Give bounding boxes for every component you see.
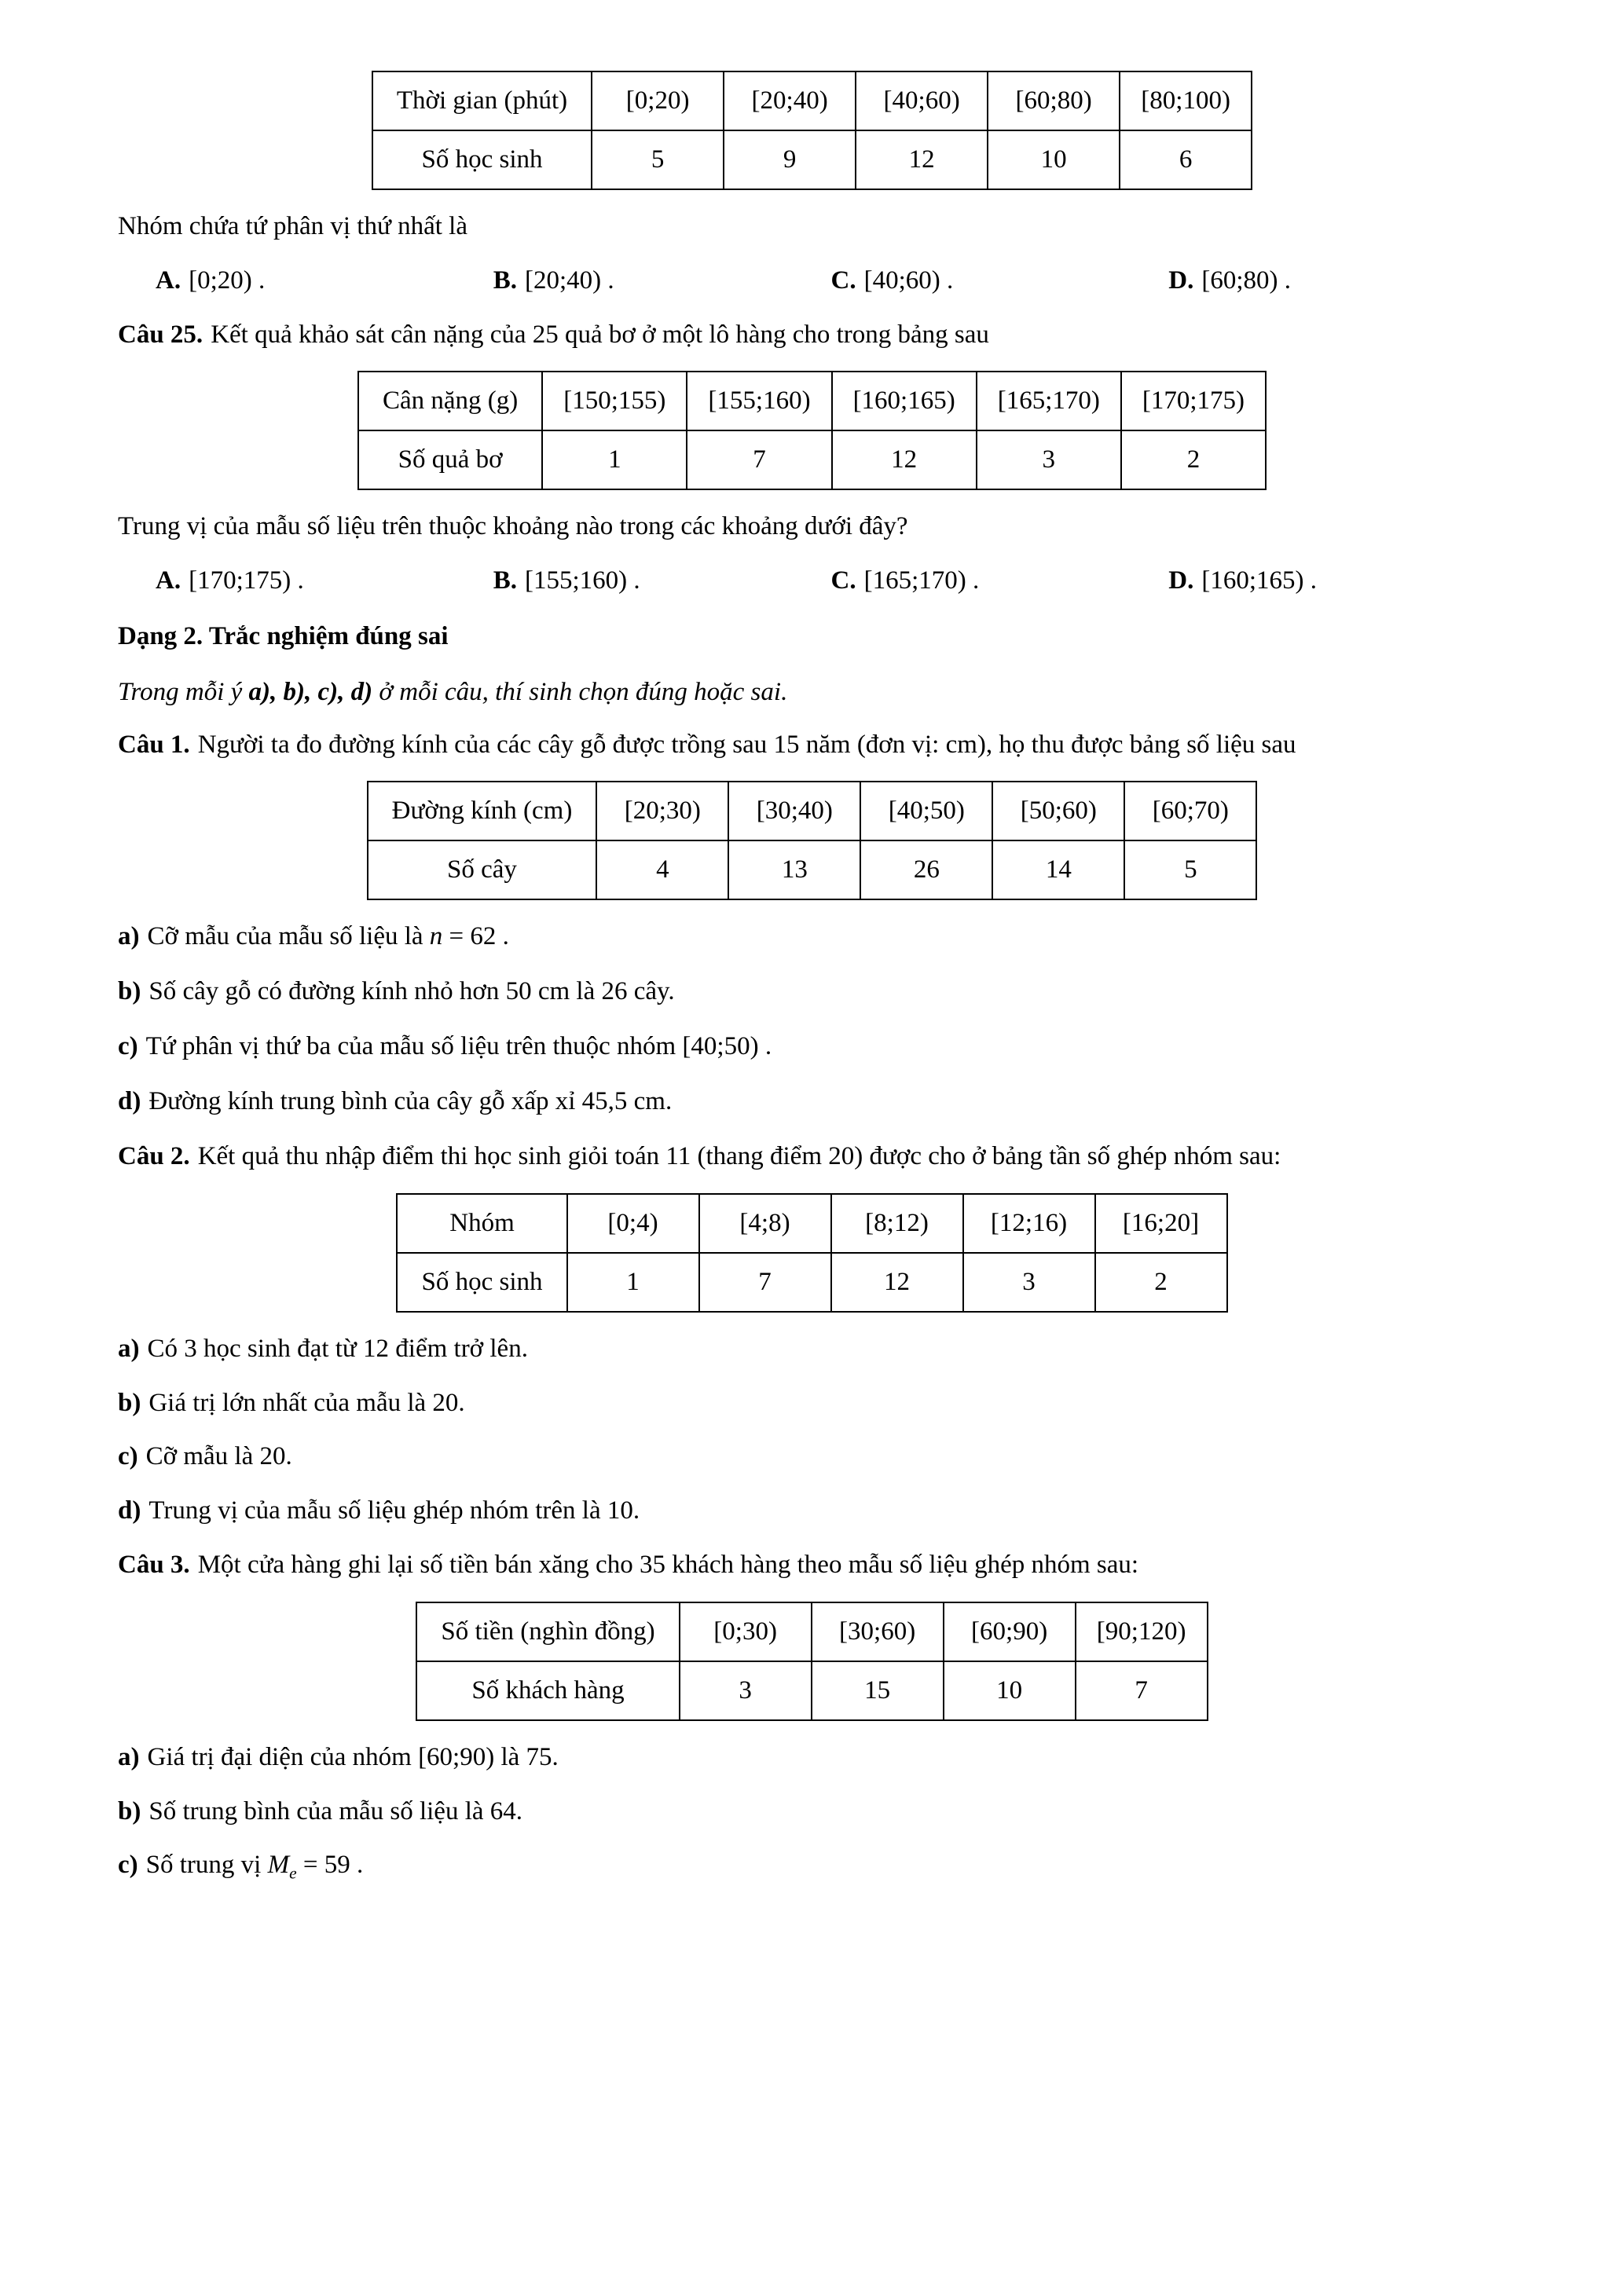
table-cell: 6 <box>1120 130 1252 189</box>
option-d <box>1168 260 1506 302</box>
note-bold: a), b), c), d) <box>248 677 373 706</box>
option-text: [155;160) . <box>525 566 640 595</box>
table-row <box>368 782 1257 840</box>
math-variable: n <box>429 922 443 951</box>
item-label: a) <box>118 1742 140 1771</box>
question-label: Câu 3. <box>118 1550 190 1579</box>
statement-item-c <box>118 1844 1506 1887</box>
item-label: d) <box>118 1087 141 1116</box>
item-text: Số cây gỗ có đường kính nhỏ hơn 50 cm là 26 cây. <box>148 977 675 1006</box>
table-cell: [12;16) <box>963 1194 1095 1253</box>
question-25-intro <box>118 314 1506 356</box>
table-cell: Số khách hàng <box>416 1661 679 1720</box>
item-label: b) <box>118 1388 141 1417</box>
math-variable: M <box>267 1851 290 1880</box>
table-row <box>358 430 1266 489</box>
statement-item-c <box>118 1436 1506 1478</box>
item-text: Cỡ mẫu là 20. <box>145 1442 292 1471</box>
table-cell: 10 <box>988 130 1120 189</box>
statement-item-d <box>118 1081 1506 1123</box>
table-cell: [150;155) <box>542 372 687 430</box>
section-note <box>118 672 1506 713</box>
table-cell: Số học sinh <box>372 130 592 189</box>
table-cell: 7 <box>699 1253 831 1312</box>
table-cell: 5 <box>1124 840 1256 899</box>
table-cell: Số tiền (nghìn đồng) <box>416 1602 679 1661</box>
table-cell: [40;60) <box>856 71 988 130</box>
option-d <box>1168 560 1506 602</box>
table-cell: [0;30) <box>680 1602 812 1661</box>
table-cell: 5 <box>592 130 724 189</box>
item-text-post: = 59 . <box>296 1851 364 1880</box>
note-pre: Trong mỗi ý <box>118 677 249 706</box>
frequency-table-weight <box>357 371 1267 490</box>
table-cell: 15 <box>812 1661 944 1720</box>
option-text: [0;20) . <box>189 265 266 295</box>
table-cell: 7 <box>687 430 831 489</box>
table-cell: [8;12) <box>831 1194 963 1253</box>
table-cell: Nhóm <box>397 1194 566 1253</box>
table-cell: 3 <box>977 430 1121 489</box>
question-3-intro <box>118 1544 1506 1586</box>
option-letter: C. <box>830 566 856 595</box>
option-letter: A. <box>156 566 181 595</box>
table-cell: 12 <box>831 1253 963 1312</box>
statement-item-d <box>118 1490 1506 1532</box>
statement-item-c <box>118 1026 1506 1068</box>
table-cell: 7 <box>1076 1661 1208 1720</box>
table-cell: 1 <box>542 430 687 489</box>
table-cell: [60;80) <box>988 71 1120 130</box>
table-cell: [80;100) <box>1120 71 1252 130</box>
option-text: [20;40) . <box>525 265 614 295</box>
question-intro-text: Kết quả thu nhập điểm thi học sinh giỏi toán 11 (thang điểm 20) được cho ở bảng tần số ghép nhóm sau: <box>197 1142 1281 1170</box>
option-letter: D. <box>1168 265 1194 295</box>
item-label: c) <box>118 1442 138 1471</box>
table-cell: Số cây <box>368 840 597 899</box>
item-text: Giá trị lớn nhất của mẫu là 20. <box>148 1388 465 1417</box>
item-text: Có 3 học sinh đạt từ 12 điểm trở lên. <box>147 1334 528 1363</box>
option-a <box>156 560 493 602</box>
table-cell: Cân nặng (g) <box>358 372 542 430</box>
table-cell: [4;8) <box>699 1194 831 1253</box>
table-cell: 12 <box>832 430 977 489</box>
option-text: [60;80) . <box>1201 265 1291 295</box>
table-row <box>416 1602 1207 1661</box>
option-text: [160;165) . <box>1201 566 1317 595</box>
item-label: c) <box>118 1851 138 1880</box>
option-b <box>493 260 831 302</box>
table-cell: 2 <box>1095 1253 1227 1312</box>
table-cell: [20;40) <box>724 71 856 130</box>
statement-item-a <box>118 1328 1506 1370</box>
statement-item-a <box>118 916 1506 958</box>
statement-item-a <box>118 1737 1506 1778</box>
table-row <box>372 130 1252 189</box>
item-label: b) <box>118 1796 141 1825</box>
item-label: c) <box>118 1032 138 1061</box>
table-row <box>368 840 1257 899</box>
item-text: Số trung vị <box>145 1851 268 1880</box>
question-intro-text: Một cửa hàng ghi lại số tiền bán xăng cho 35 khách hàng theo mẫu số liệu ghép nhóm sau: <box>197 1550 1139 1579</box>
question-label: Câu 25. <box>118 320 203 349</box>
option-letter: A. <box>156 265 181 295</box>
question-label: Câu 1. <box>118 730 190 759</box>
table-cell: [90;120) <box>1076 1602 1208 1661</box>
question-24-options <box>118 260 1506 302</box>
table-cell: [0;4) <box>567 1194 699 1253</box>
option-text: [170;175) . <box>189 566 304 595</box>
item-label: d) <box>118 1496 141 1525</box>
table-cell: 1 <box>567 1253 699 1312</box>
table-cell: 3 <box>680 1661 812 1720</box>
table-cell: 14 <box>992 840 1124 899</box>
question-2-intro <box>118 1136 1506 1177</box>
table-cell: 13 <box>728 840 860 899</box>
question-24-text: Nhóm chứa tứ phân vị thứ nhất là <box>118 212 467 240</box>
item-text: Số trung bình của mẫu số liệu là 64. <box>148 1796 523 1825</box>
question-25-options <box>118 560 1506 602</box>
table-cell: [170;175) <box>1121 372 1266 430</box>
statement-item-b <box>118 971 1506 1013</box>
option-letter: B. <box>493 265 518 295</box>
item-text: Trung vị của mẫu số liệu ghép nhóm trên là 10. <box>148 1496 640 1525</box>
option-c <box>831 560 1169 602</box>
table-cell: Thời gian (phút) <box>372 71 592 130</box>
option-letter: C. <box>830 265 856 295</box>
statement-item-b <box>118 1791 1506 1833</box>
table-cell: [165;170) <box>977 372 1121 430</box>
table-cell: 4 <box>596 840 728 899</box>
option-letter: D. <box>1168 566 1194 595</box>
table-cell: 2 <box>1121 430 1266 489</box>
question-label: Câu 2. <box>118 1142 190 1170</box>
item-label: a) <box>118 922 140 951</box>
table-cell: [60;70) <box>1124 782 1256 840</box>
question-intro-text: Kết quả khảo sát cân nặng của 25 quả bơ ở một lô hàng cho trong bảng sau <box>211 320 989 349</box>
question-intro-text: Người ta đo đường kính của các cây gỗ được trồng sau 15 năm (đơn vị: cm), họ thu được bảng số liệu sau <box>197 730 1296 759</box>
table-cell: [160;165) <box>832 372 977 430</box>
table-cell: [0;20) <box>592 71 724 130</box>
frequency-table-time <box>372 71 1252 190</box>
item-text-post: = 62 . <box>442 922 509 951</box>
table-row <box>416 1661 1207 1720</box>
table-cell: Số học sinh <box>397 1253 566 1312</box>
option-c <box>831 260 1169 302</box>
math-subscript: e <box>289 1863 297 1883</box>
table-cell: [30;60) <box>812 1602 944 1661</box>
table-cell: [20;30) <box>596 782 728 840</box>
table-cell: [30;40) <box>728 782 860 840</box>
table-cell: 26 <box>860 840 992 899</box>
table-cell: [50;60) <box>992 782 1124 840</box>
question-25-text: Trung vị của mẫu số liệu trên thuộc khoảng nào trong các khoảng dưới đây? <box>118 512 908 541</box>
item-text: Tứ phân vị thứ ba của mẫu số liệu trên thuộc nhóm [40;50) . <box>145 1032 772 1061</box>
statement-item-b <box>118 1382 1506 1424</box>
table-cell: [16;20] <box>1095 1194 1227 1253</box>
item-label: b) <box>118 977 141 1006</box>
table-row <box>397 1194 1226 1253</box>
note-post: ở mỗi câu, thí sinh chọn đúng hoặc sai. <box>372 677 788 706</box>
item-text: Đường kính trung bình của cây gỗ xấp xỉ 45,5 cm. <box>148 1087 673 1116</box>
option-text: [40;60) . <box>863 265 954 295</box>
item-text: Giá trị đại diện của nhóm [60;90) là 75. <box>147 1742 559 1771</box>
item-label: a) <box>118 1334 140 1363</box>
table-cell: Đường kính (cm) <box>368 782 597 840</box>
frequency-table-diameter <box>367 781 1258 900</box>
item-text: Cỡ mẫu của mẫu số liệu là <box>147 922 430 951</box>
frequency-table-scores <box>396 1193 1227 1313</box>
table-cell: 3 <box>963 1253 1095 1312</box>
table-cell: Số quả bơ <box>358 430 542 489</box>
section-heading: Dạng 2. Trắc nghiệm đúng sai <box>118 621 449 650</box>
table-row <box>397 1253 1226 1312</box>
question-1-intro <box>118 724 1506 766</box>
table-cell: 12 <box>856 130 988 189</box>
option-text: [165;170) . <box>863 566 980 595</box>
table-cell: [155;160) <box>687 372 831 430</box>
table-cell: [40;50) <box>860 782 992 840</box>
table-row <box>372 71 1252 130</box>
option-b <box>493 560 831 602</box>
option-letter: B. <box>493 566 518 595</box>
table-cell: [60;90) <box>944 1602 1076 1661</box>
table-row <box>358 372 1266 430</box>
table-cell: 10 <box>944 1661 1076 1720</box>
option-a <box>156 260 493 302</box>
frequency-table-money <box>416 1602 1208 1721</box>
table-cell: 9 <box>724 130 856 189</box>
